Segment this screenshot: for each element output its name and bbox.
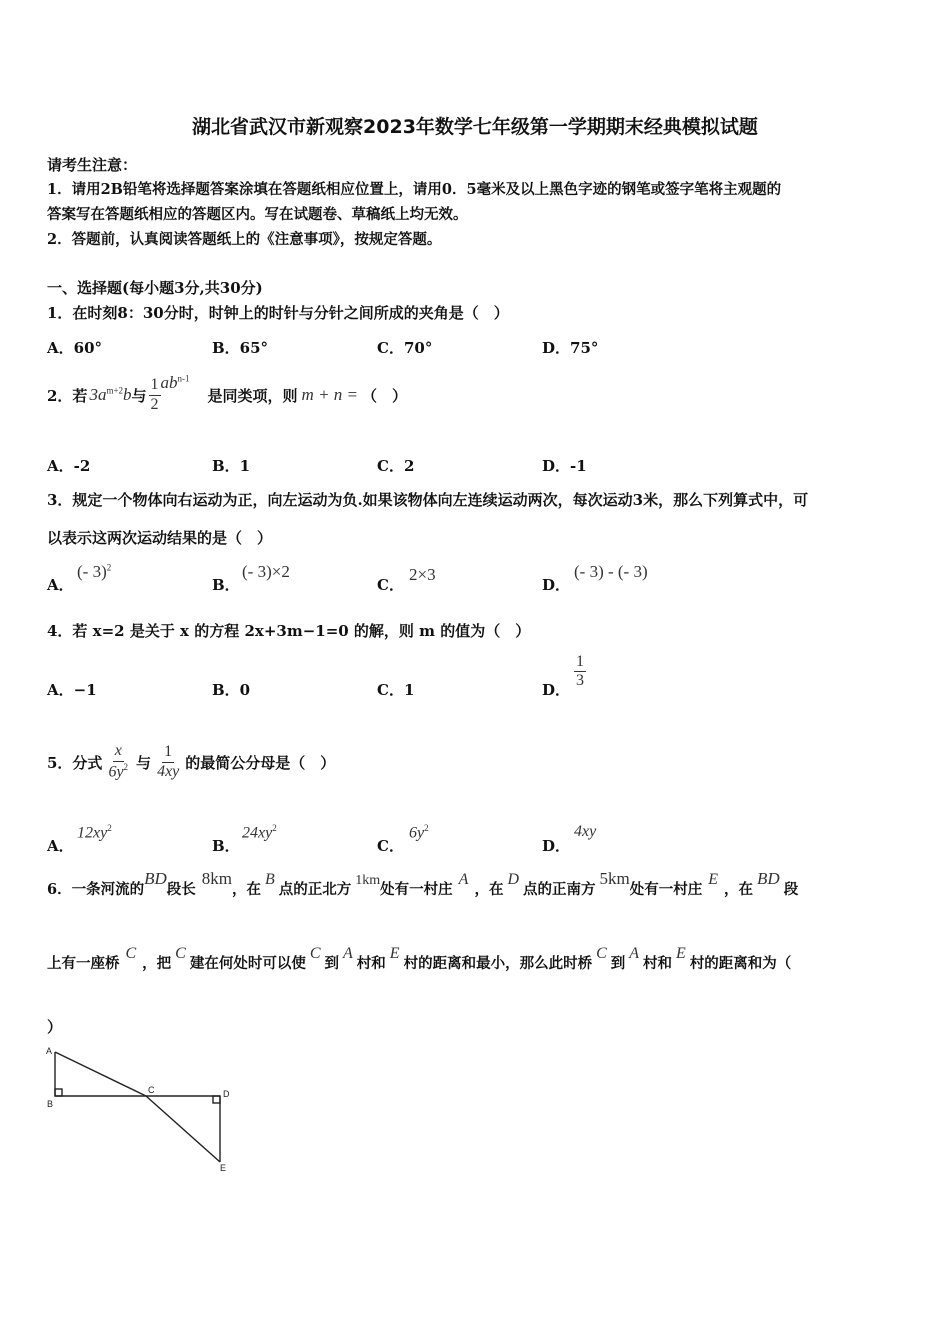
q5-fraction-1: $\frac{x}{6y^2}$ [108,742,129,781]
question-5 [47,737,335,787]
q4-option-d-fraction: $\frac{1}{3}$ [576,653,584,690]
q1-option-c: C．70° [377,339,433,357]
q1-option-d: D．75° [542,339,599,357]
q3-option-d-expr: (- 3) - (- 3) [574,562,648,581]
notice-line-2: 2．答题前，认真阅读答题纸上的《注意事项》，按规定答题。 [47,231,442,248]
notice-heading: 请考生注意： [47,156,138,174]
segment-ce [146,1096,220,1162]
q3-option-b-label: B． [212,576,240,594]
question-1-text: 1．在时刻8：30分时，时钟上的时针与分针之间所成的夹角是（ ） [47,304,509,322]
q3-option-a-expr: (- 3)$^2$ [77,562,112,581]
q2-term-2: $ab^{n-1}$ [160,373,190,392]
q5-suffix: 的最简公分母是（ ） [185,753,336,772]
q1-option-a: A．60° [47,339,103,357]
q5-option-c-expr: $6y^2$ [409,823,429,842]
q2-term-1: $3a^{m+2}b$ [89,385,132,404]
q4-option-c: C．1 [377,681,415,699]
label-d: D [223,1089,230,1099]
q4-option-a: A．−1 [47,681,97,699]
q4-option-b: B．0 [212,681,251,699]
question-6-line-2: 上有一座桥 C ，把 C 建在何处时可以使 C 到 A 村和 E 村的距离和最小，那么此时桥 C 到 A 村和 E 村的距离和为（ [47,945,792,972]
q2-fraction: $\frac{1}{2}$ [150,376,159,413]
q5-option-d-expr: 4xy [574,823,597,840]
question-3-line-2: 以表示这两次运动结果的是（ ） [47,529,273,547]
segment-ac [55,1052,146,1096]
river-bridge-diagram [40,1040,240,1175]
q2-suffix: 是同类项，则 [207,386,298,405]
q5-fraction-2: $\frac{1}{4xy}$ [157,743,180,780]
q5-option-b-expr: $24xy^2$ [242,823,277,842]
q2-option-c: C．2 [377,457,415,475]
q5-option-d-label: D． [542,837,571,855]
q5-prefix: 5．分式 [47,753,103,772]
question-4-text: 4．若 x=2 是关于 x 的方程 2x+3m−1=0 的解，则 m 的值为（ ） [47,622,531,640]
q3-option-a-label: A． [47,576,74,594]
notice-line-1b: 答案写在答题纸相应的答题区内。写在试题卷、草稿纸上均无效。 [47,206,468,223]
question-6-line-1: 6．一条河流的 BD 段长 8km ，在 B 点的正北方 1km 处有一村庄 A ，在 D 点的正南方 5km 处有一村庄 E ，在 BD 段 [47,869,799,898]
label-c: C [148,1085,155,1095]
page-title: 湖北省武汉市新观察2023年数学七年级第一学期期末经典模拟试题 [192,116,758,138]
right-angle-mark-d [213,1096,220,1103]
q5-mid: 与 [136,753,152,772]
q2-mid: 与 [131,386,147,405]
label-a: A [46,1046,53,1056]
q2-prefix: 2．若 [47,386,88,405]
q2-option-a: A．-2 [47,457,91,475]
q3-option-c-label: C． [377,576,404,594]
q5-option-c-label: C． [377,837,404,855]
q5-option-a-expr: $12xy^2$ [77,823,112,842]
notice-line-1a: 1．请用2B铅笔将选择题答案涂填在答题纸相应位置上，请用0．5毫米及以上黑色字迹的钢笔或签字笔将主观题的 [47,181,782,198]
q2-option-b: B．1 [212,457,251,475]
q5-option-a-label: A． [47,837,74,855]
question-6-line-3: ） [47,1018,63,1036]
q2-end: （ ） [362,386,408,405]
right-angle-mark-b [55,1089,62,1096]
section-heading: 一、选择题(每小题3分,共30分) [47,279,263,297]
q3-option-d-label: D． [542,576,571,594]
q2-option-d: D．-1 [542,457,587,475]
q3-option-b-expr: (- 3)×2 [242,562,290,581]
q3-option-c-expr: 2×3 [409,565,436,584]
label-e: E [220,1163,227,1173]
q4-option-d-label: D． [542,681,571,699]
label-b: B [47,1099,54,1109]
question-2 [47,370,407,420]
q1-option-b: B．65° [212,339,269,357]
question-3-line-1: 3．规定一个物体向右运动为正，向左运动为负.如果该物体向左连续运动两次，每次运动3米，那么下列算式中，可 [47,491,809,509]
q2-expression: m + n = [301,385,359,404]
q5-option-b-label: B． [212,837,240,855]
